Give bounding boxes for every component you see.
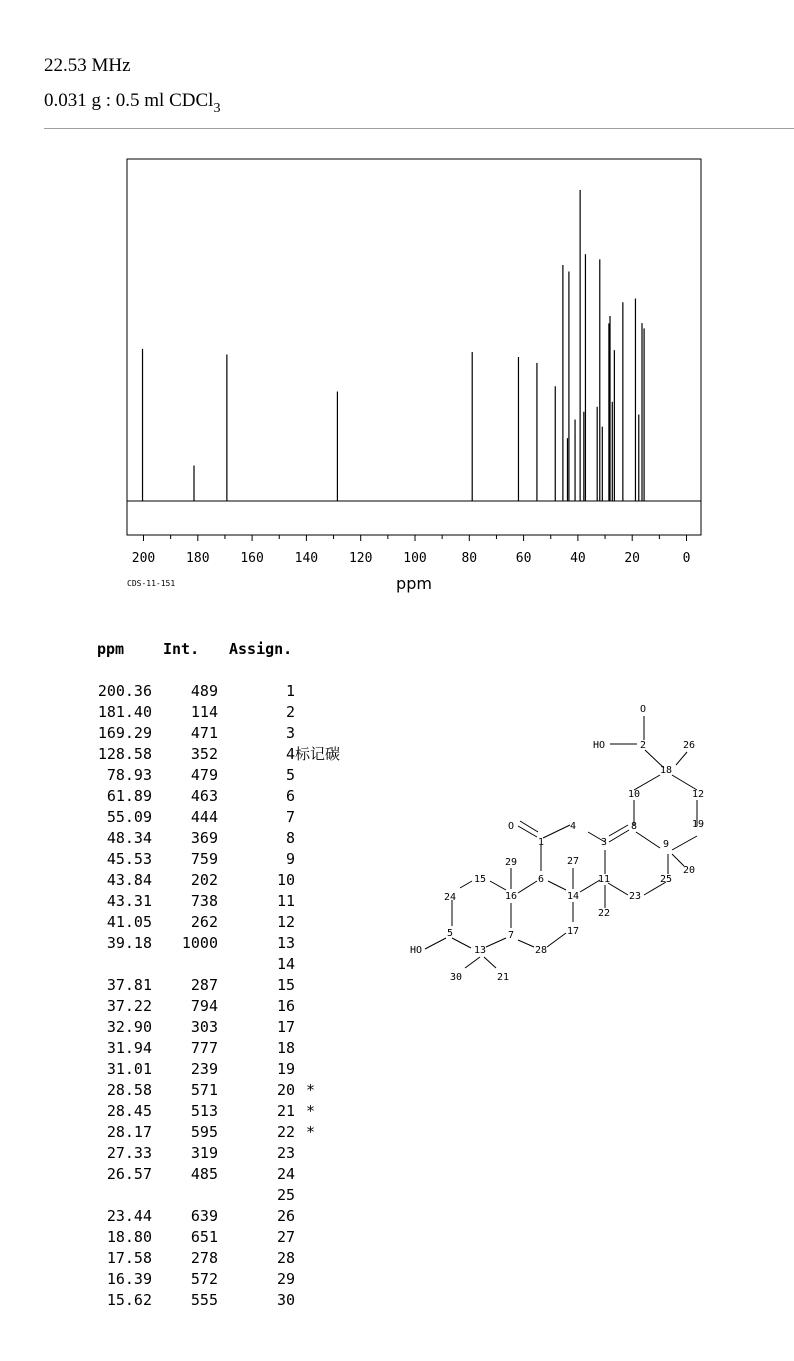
assignment-cell: 24 [276,1165,295,1183]
atom-label-23: 23 [628,891,642,902]
assignment-cell: 17 [276,1018,295,1036]
atom-label-24: 24 [443,892,457,903]
assignment-cell: 15 [276,976,295,994]
atom-label-29: 29 [504,857,518,868]
intensity-cell: 489 [190,682,218,700]
assignment-cell: 2 [285,703,295,721]
assignment-cell: 19 [276,1060,295,1078]
intensity-cell: 651 [190,1228,218,1246]
intensity-cell: 287 [190,976,218,994]
assignment-cell: 6 [285,787,295,805]
intensity-cell: 319 [190,1144,218,1162]
atom-label-14: 14 [566,891,580,902]
intensity-cell: 463 [190,787,218,805]
x-tick-label: 100 [403,551,427,566]
atom-label-16: 16 [504,891,518,902]
atom-label-11: 11 [597,874,611,885]
header-int: Int. [163,640,200,658]
concentration-text: 0.031 g : 0.5 ml CDCl [44,90,214,111]
assignment-cell: 9 [285,850,295,868]
atom-label-25: 25 [659,874,673,885]
ppm-cell: 43.31 [106,892,152,910]
atom-label-17: 17 [566,926,580,937]
flag-cell: * [306,1081,316,1099]
assignment-cell: 21 [276,1102,295,1120]
x-tick-label: 80 [461,551,478,566]
ppm-cell: 16.39 [106,1270,152,1288]
spectrometer-frequency: 22.53 MHz [44,55,131,76]
x-tick-label: 180 [186,551,210,566]
intensity-cell: 572 [190,1270,218,1288]
x-tick-label: 0 [682,551,691,566]
flag-cell: * [306,1123,316,1141]
assignment-cell: 28 [276,1249,295,1267]
intensity-cell: 1000 [181,934,218,952]
intensity-cell: 479 [190,766,218,784]
hydroxyl-label-1: HO [592,740,606,751]
assignment-cell: 27 [276,1228,295,1246]
intensity-cell: 595 [190,1123,218,1141]
ppm-cell: 41.05 [106,913,152,931]
intensity-cell: 239 [190,1060,218,1078]
ppm-cell: 23.44 [106,1207,152,1225]
ppm-cell: 55.09 [106,808,152,826]
ppm-cell: 39.18 [106,934,152,952]
x-tick-label: 20 [624,551,641,566]
assignment-cell: 7 [285,808,295,826]
x-tick-label: 40 [570,551,586,566]
assignment-cell: 22 [276,1123,295,1141]
ppm-cell: 48.34 [106,829,152,847]
atom-label-22: 22 [597,908,611,919]
flag-cell: * [306,1102,316,1120]
intensity-cell: 444 [190,808,218,826]
intensity-cell: 262 [190,913,218,931]
atom-label-12: 12 [691,789,705,800]
note-cell: 标记碳 [295,745,341,763]
atom-label-19: 19 [691,819,705,830]
ppm-cell: 37.81 [106,976,152,994]
atom-label-9: 9 [662,839,670,850]
ppm-cell: 43.84 [106,871,152,889]
intensity-cell: 794 [190,997,218,1015]
assignment-cell: 12 [276,913,295,931]
assignment-cell: 3 [285,724,295,742]
atom-label-7: 7 [507,930,515,941]
atom-label-28: 28 [534,945,548,956]
ppm-cell: 28.17 [106,1123,152,1141]
atom-label-18: 18 [659,765,673,776]
intensity-cell: 114 [190,703,218,721]
x-tick-label: 200 [131,551,156,566]
nmr-spectrum-chart [0,0,794,600]
ppm-cell: 37.22 [106,997,152,1015]
atom-label-10: 10 [627,789,641,800]
assignment-cell: 30 [276,1291,295,1309]
oxygen-label-2: O [507,821,515,832]
intensity-cell: 571 [190,1081,218,1099]
assignment-cell: 29 [276,1270,295,1288]
ppm-cell: 200.36 [97,682,152,700]
assignment-cell: 10 [276,871,295,889]
atom-label-13: 13 [473,945,487,956]
intensity-cell: 471 [190,724,218,742]
ppm-cell: 28.45 [106,1102,152,1120]
atom-label-27: 27 [566,856,580,867]
ppm-cell: 15.62 [106,1291,152,1309]
ppm-cell: 169.29 [97,724,152,742]
atom-label-30: 30 [449,972,463,983]
concentration-subscript: 3 [213,101,221,116]
assignment-cell: 20 [276,1081,295,1099]
intensity-cell: 513 [190,1102,218,1120]
intensity-cell: 369 [190,829,218,847]
ppm-cell: 181.40 [97,703,152,721]
intensity-cell: 278 [190,1249,218,1267]
intensity-cell: 303 [190,1018,218,1036]
assignment-cell: 1 [285,682,295,700]
x-tick-label: 160 [240,551,264,566]
atom-label-20: 20 [682,865,696,876]
assignment-cell: 8 [285,829,295,847]
ppm-cell: 32.90 [106,1018,152,1036]
ppm-cell: 61.89 [106,787,152,805]
intensity-cell: 759 [190,850,218,868]
assignment-cell: 18 [276,1039,295,1057]
spectrum-id: CDS-11-151 [127,579,176,588]
assignment-cell: 14 [276,955,295,973]
ppm-cell: 28.58 [106,1081,152,1099]
intensity-cell: 738 [190,892,218,910]
assignment-cell: 25 [276,1186,295,1204]
intensity-cell: 202 [190,871,218,889]
intensity-cell: 352 [190,745,218,763]
hydroxyl-label-2: HO [409,945,423,956]
intensity-cell: 639 [190,1207,218,1225]
x-axis-label: ppm [396,574,432,593]
x-tick-label: 140 [294,551,319,566]
intensity-cell: 555 [190,1291,218,1309]
assignment-cell: 4 [285,745,295,763]
header-assign: Assign. [229,640,293,658]
ppm-cell: 17.58 [106,1249,152,1267]
ppm-cell: 128.58 [97,745,152,763]
atom-label-5: 5 [446,928,454,939]
assignment-cell: 16 [276,997,295,1015]
atom-label-4: 4 [569,821,577,832]
assignment-cell: 23 [276,1144,295,1162]
atom-label-8: 8 [630,821,638,832]
atom-label-21: 21 [496,972,510,983]
ppm-cell: 26.57 [106,1165,152,1183]
header-ppm: ppm [97,640,125,658]
assignment-cell: 11 [276,892,295,910]
atom-label-1: 1 [537,837,545,848]
x-tick-label: 60 [515,551,532,566]
ppm-cell: 27.33 [106,1144,152,1162]
atom-label-3: 3 [600,837,608,848]
assignment-cell: 26 [276,1207,295,1225]
ppm-cell: 78.93 [106,766,152,784]
assignment-cell: 5 [285,766,295,784]
intensity-cell: 485 [190,1165,218,1183]
assignment-cell: 13 [276,934,295,952]
atom-label-15: 15 [473,874,487,885]
ppm-cell: 31.01 [106,1060,152,1078]
atom-label-6: 6 [537,874,545,885]
ppm-cell: 31.94 [106,1039,152,1057]
x-tick-label: 120 [348,551,373,566]
intensity-cell: 777 [190,1039,218,1057]
oxygen-label-1: O [639,704,647,715]
atom-label-2: 2 [639,740,647,751]
atom-label-26: 26 [682,740,696,751]
ppm-cell: 18.80 [106,1228,152,1246]
ppm-cell: 45.53 [106,850,152,868]
